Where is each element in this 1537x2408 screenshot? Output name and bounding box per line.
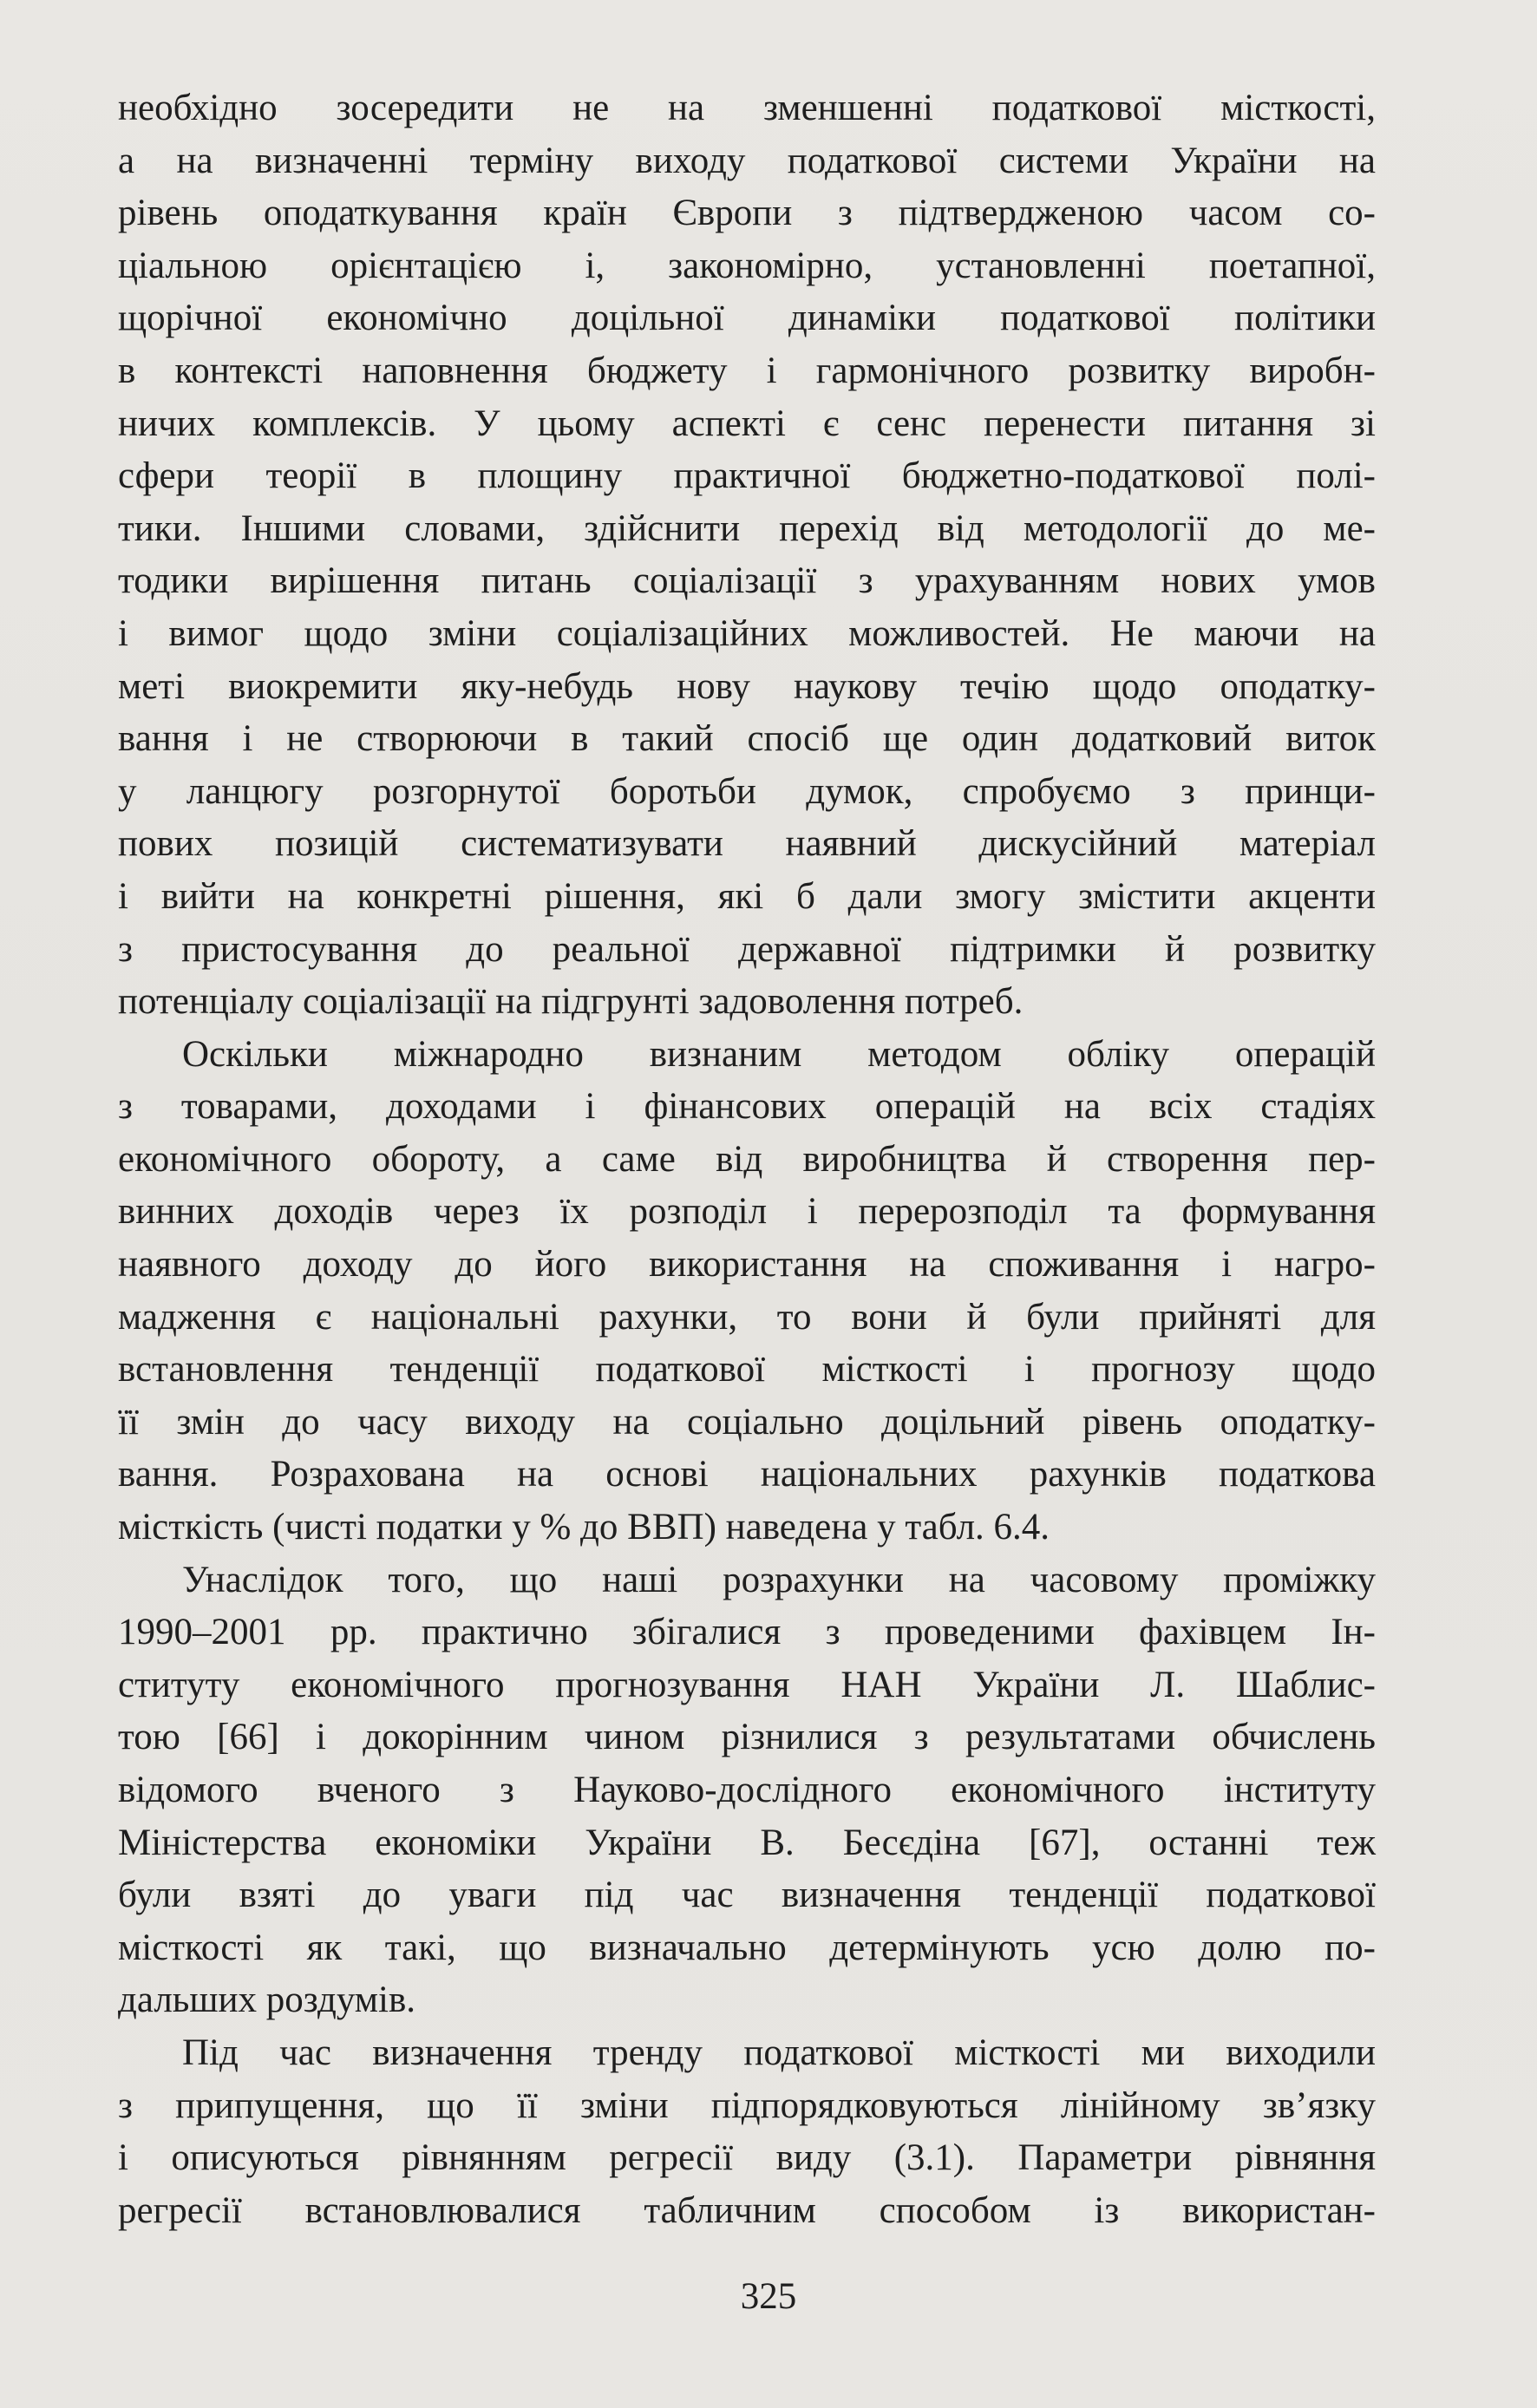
page-number: 325 <box>740 2276 797 2317</box>
text-line: ституту економічного прогнозування НАН України Л. Шаблис- <box>118 1664 1376 1705</box>
paragraph-4 <box>118 2027 1376 2237</box>
text-line: з пристосування до реальної державної підтримки й розвитку <box>118 928 1376 970</box>
text-line: відомого вченого з Науково-дослідного економічного інституту <box>118 1770 1376 1810</box>
text-line: і вийти на конкретні рішення, які б дали змогу змістити акценти <box>118 875 1376 917</box>
paragraph-3 <box>118 1554 1376 2027</box>
text-line: Унаслідок того, що наші розрахунки на часовому проміжку <box>182 1559 1376 1600</box>
text-line: її змін до часу виходу на соціально доцільний рівень оподатку- <box>118 1401 1376 1443</box>
text-line: з припущення, що її зміни підпорядковуються лінійному зв’язку <box>118 2084 1376 2126</box>
text-line: меті виокремити яку-небудь нову наукову течію щодо оподатку- <box>118 665 1376 707</box>
text-line: встановлення тенденції податкової місткості і прогнозу щодо <box>118 1349 1376 1390</box>
text-line: тою [66] і докорінним чином різнилися з результатами обчислень <box>118 1717 1376 1758</box>
text-line: рівень оподаткування країн Європи з підтвердженою часом со- <box>118 193 1376 234</box>
text-line: ціальною орієнтацією і, закономірно, установленні поетапної, <box>118 245 1376 286</box>
text-line: потенціалу соціалізації на підгрунті задоволення потреб. <box>118 981 1024 1023</box>
text-line: тодики вирішення питань соціалізації з урахуванням нових умов <box>118 560 1376 602</box>
text-line: і вимог щодо зміни соціалізаційних можливостей. Не маючи на <box>118 612 1376 654</box>
text-line: Міністерства економіки України В. Бесєдіна [67], останні теж <box>118 1822 1376 1863</box>
text-line: мадження є національні рахунки, то вони й були прийняті для <box>118 1296 1376 1338</box>
text-line: місткість (чисті податки у % до ВВП) наведена у табл. 6.4. <box>118 1507 1050 1548</box>
text-line: в контексті наповнення бюджету і гармонічного розвитку виробн- <box>118 350 1376 391</box>
body-text <box>118 82 1376 2237</box>
text-line: сфери теорії в площину практичної бюджетно-податкової полі- <box>118 455 1376 497</box>
text-line: необхідно зосередити не на зменшенні податкової місткості, <box>118 88 1376 128</box>
text-line: економічного обороту, а саме від виробництва й створення пер- <box>118 1138 1376 1180</box>
text-line: пових позицій систематизувати наявний дискусійний матеріал <box>118 823 1376 865</box>
text-line: Оскільки міжнародно визнаним методом обліку операцій <box>182 1033 1376 1075</box>
paragraph-2 <box>118 1029 1376 1554</box>
text-line: 1990–2001 рр. практично збігалися з проведеними фахівцем Ін- <box>118 1612 1376 1653</box>
text-line: місткості як такі, що визначально детермінують усю долю по- <box>118 1927 1376 1968</box>
text-line: з товарами, доходами і фінансових операцій на всіх стадіях <box>118 1086 1376 1128</box>
text-line: тики. Іншими словами, здійснити перехід від методології до ме- <box>118 507 1376 549</box>
text-line: у ланцюгу розгорнутої боротьби думок, спробуємо з принци- <box>118 770 1376 812</box>
text-line: щорічної економічно доцільної динаміки податкової політики <box>118 298 1376 339</box>
text-line: були взяті до уваги під час визначення тенденції податкової <box>118 1875 1376 1916</box>
text-line: і описуються рівнянням регресії виду (3.1). Параметри рівняння <box>118 2137 1376 2179</box>
text-line: наявного доходу до його використання на споживання і нагро- <box>118 1244 1376 1286</box>
text-line: винних доходів через їх розподіл і перерозподіл та формування <box>118 1191 1376 1233</box>
paragraph-1 <box>118 82 1376 1029</box>
text-line: регресії встановлювалися табличним способом із використан- <box>118 2189 1376 2231</box>
text-line: вання і не створюючи в такий спосіб ще один додатковий виток <box>118 718 1376 760</box>
text-line: а на визначенні терміну виходу податкової системи України на <box>118 140 1376 181</box>
text-line: Під час визначення тренду податкової місткості ми виходили <box>182 2032 1376 2073</box>
text-line: дальших роздумів. <box>118 1979 416 2021</box>
text-line: ничих комплексів. У цьому аспекті є сенс перенести питання зі <box>118 402 1376 444</box>
text-line: вання. Розрахована на основі національних рахунків податкова <box>118 1454 1376 1495</box>
